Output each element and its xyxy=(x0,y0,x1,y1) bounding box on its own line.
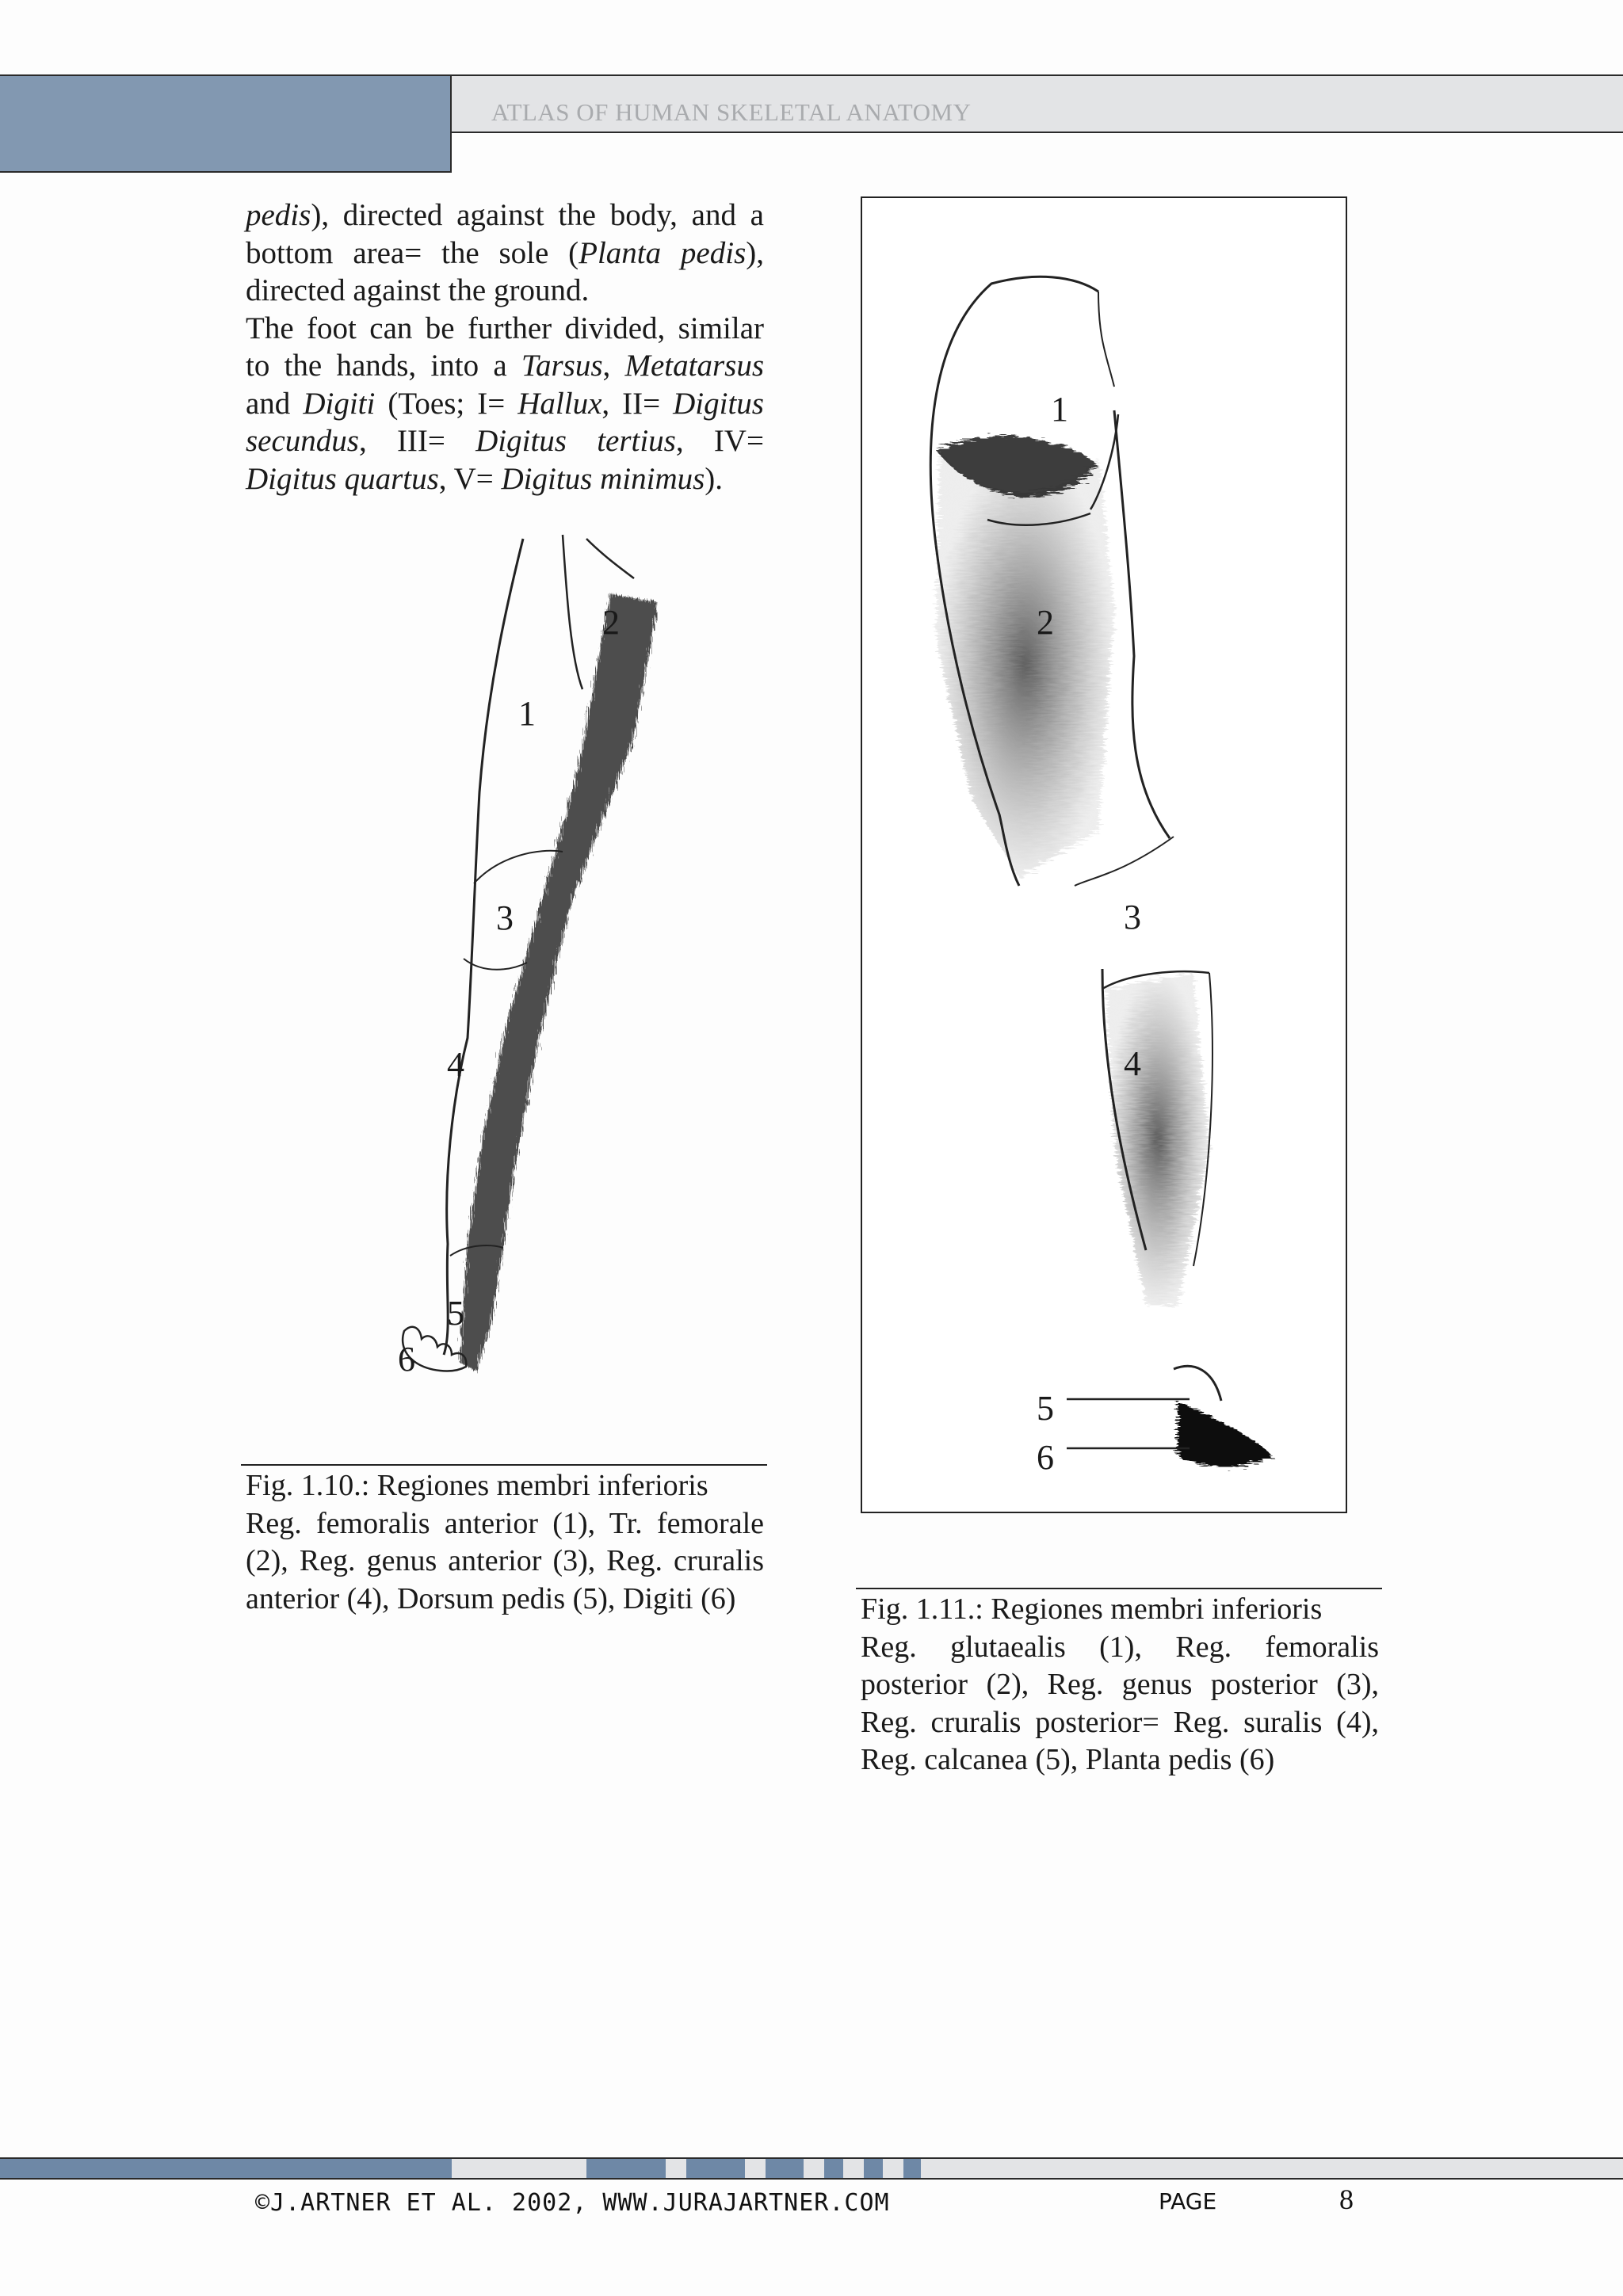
figure-1-10-caption-text: Reg. femoralis anterior (1), Tr. femorale (2), Reg. genus anterior (3), Reg. cruralis anterior (4), Dorsum pedis (5), Digiti (6) xyxy=(246,1506,764,1615)
text-run: ), directed against the body, and a bottom area= the sole ( xyxy=(246,198,764,270)
figure-1-11-caption xyxy=(861,1591,1379,1779)
figure-1-10-illustration xyxy=(372,531,674,1386)
latin-term: Hallux xyxy=(517,386,602,421)
footer-accent-seg xyxy=(686,2159,745,2178)
footer-accent-seg xyxy=(586,2159,666,2178)
fig-1-10-label-4: 4 xyxy=(447,1045,464,1084)
text-run: ). xyxy=(705,461,724,496)
footer-accent-seg xyxy=(864,2159,883,2178)
latin-term: Tarsus xyxy=(521,349,603,383)
latin-term: Digitus tertius xyxy=(475,424,676,458)
paragraph-2 xyxy=(246,310,764,498)
fig-1-10-label-5: 5 xyxy=(447,1294,464,1333)
text-run: , V= xyxy=(438,461,502,496)
figure-1-10-caption xyxy=(246,1467,764,1618)
latin-term: Digitus secundus xyxy=(246,386,764,458)
figure-1-10-caption-title: Fig. 1.10.: Regiones membri inferioris xyxy=(246,1469,708,1502)
caption-rule-right xyxy=(856,1588,1382,1589)
figure-1-11-illustration xyxy=(861,196,1347,1513)
latin-term: Metatarsus xyxy=(624,349,764,383)
text-run: , II= xyxy=(601,386,674,421)
figure-1-11-caption-title: Fig. 1.11.: Regiones membri inferioris xyxy=(861,1592,1323,1626)
fig-1-11-label-2: 2 xyxy=(1037,603,1054,642)
latin-term: pedis xyxy=(246,198,311,232)
latin-term: Digiti xyxy=(303,386,376,421)
footer-accent-seg xyxy=(824,2159,843,2178)
fig-1-11-label-5: 5 xyxy=(1037,1389,1054,1428)
fig-1-11-label-4: 4 xyxy=(1124,1044,1141,1083)
fig-1-11-label-3: 3 xyxy=(1124,898,1141,936)
text-run: , xyxy=(602,349,625,383)
fig-1-10-label-6: 6 xyxy=(398,1340,415,1379)
caption-rule-left xyxy=(241,1464,767,1466)
fig-1-11-label-6: 6 xyxy=(1037,1438,1054,1477)
header-accent-block xyxy=(0,74,452,173)
text-run: ), directed against the ground. xyxy=(246,235,765,307)
running-title: ATLAS OF HUMAN SKELETAL ANATOMY xyxy=(491,98,972,126)
fig-1-11-label-1: 1 xyxy=(1051,390,1068,429)
fig-1-10-label-2: 2 xyxy=(602,603,620,642)
latin-term: Digitus minimus xyxy=(501,461,705,496)
figure-1-11-caption-text: Reg. glutaealis (1), Reg. femoralis posterior (2), Reg. genus posterior (3), Reg. cruralis posterior= Reg. suralis (4), Reg. calcanea (5), Planta pedis (6) xyxy=(861,1630,1379,1776)
footer-page-number: 8 xyxy=(1339,2183,1354,2215)
paragraph-1 xyxy=(246,196,764,310)
latin-term: Digitus quartus xyxy=(246,461,439,496)
footer-accent-main xyxy=(0,2159,452,2178)
fig-1-10-label-3: 3 xyxy=(496,898,514,937)
text-run: , III= xyxy=(358,424,476,458)
footer-accent-seg xyxy=(903,2159,921,2178)
fig-1-10-label-1: 1 xyxy=(518,694,536,733)
body-text xyxy=(246,196,764,498)
footer-copyright: ©J.ARTNER ET AL. 2002, WWW.JURAJARTNER.COM xyxy=(255,2189,890,2217)
footer-accent-seg xyxy=(766,2159,804,2178)
text-run: (Toes; I= xyxy=(375,386,518,421)
latin-term: Planta pedis xyxy=(579,235,747,270)
text-run: , IV= xyxy=(675,424,764,458)
text-run: The foot can be further divided, similar to the hands, into a xyxy=(246,311,764,383)
footer-page-label: PAGE xyxy=(1159,2188,1217,2214)
text-run: and xyxy=(246,386,304,421)
